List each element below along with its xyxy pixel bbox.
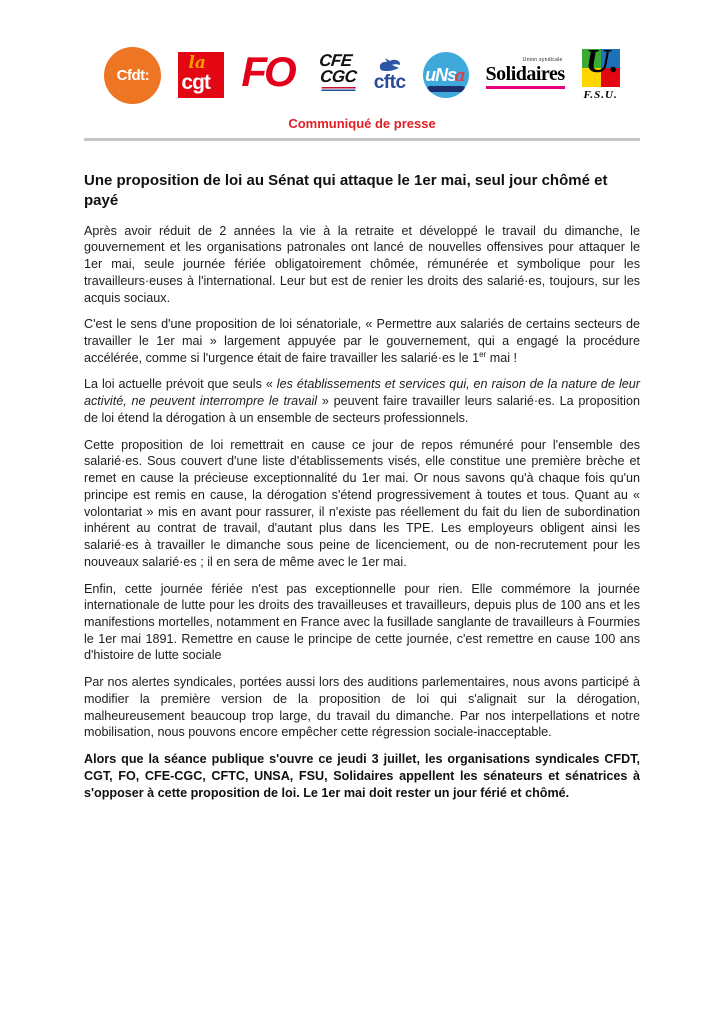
text-segment: Après avoir réduit de 2 années la vie à la retraite et développé le travail du dimanche, le gouvernement et les organisations patronales ont lancé de nouvelles offensives pour attaquer le 1er mai, seule journée fériée obligatoirement chômée, rémunérée et symbolique pour les travailleurs·euses à l'international. Leur but est de renier les droits des salarié·es, toujours, sur les acquis sociaux. <box>84 223 640 305</box>
cfe-cgc-logo-line1: CFE <box>318 50 353 70</box>
cgt-logo-script: la <box>188 53 206 73</box>
solidaires-logo-small-text: Union syndicale <box>522 57 563 64</box>
document-title: Une proposition de loi au Sénat qui attaque le 1er mai, seul jour chômé et payé <box>84 172 608 209</box>
paragraph <box>84 223 640 307</box>
press-release-label: Communiqué de presse <box>288 116 436 131</box>
text-segment: les établissements et services qui, en raison de la nature de leur activité, ne peuvent interrompre le travail <box>84 377 640 409</box>
paragraph <box>84 674 640 741</box>
cfe-cgc-tricolor-stripe <box>321 87 355 91</box>
text-segment: Par nos alertes syndicales, portées aussi lors des auditions parlementaires, nous avons participé à modifier la première version de la proposition de loi qui s'alignait sur la dérogation, malheureusement beaucoup trop large, du travail du dimanche. Par nos interpellations et notre mobilisation, nous pouvons encore empêcher cette régression sociale-inacceptable. <box>84 675 640 740</box>
fsu-logo-text: F.S.U. <box>583 89 618 101</box>
fo-logo-text: FO <box>241 48 294 95</box>
paragraph <box>84 376 640 426</box>
paragraph <box>84 316 640 366</box>
unsa-logo-text: uNs <box>425 64 457 85</box>
unsa-logo-band <box>427 86 465 92</box>
text-segment: Cette proposition de loi remettrait en cause ce jour de repos rémunéré pour l'ensemble des salarié·es. Sous couvert d'une liste d'établissements visés, elle constitue une première brèche et remet en cause la précieuse exceptionnalité du 1er mai. Or nous savons qu'à chaque fois qu'un principe est remis en cause, la dérogation s'étend progressivement à toutes et tous. Quant au « volontariat » mis en avant pour rassurer, il n'existe pas réellement du fait du lien de subordination inhérent au contrat de travail, d'autant plus dans les TPE. Les employeurs obligent ainsi les salarié·es à travailler le dimanche sous peine de licenciement, ou de non-recrutement pour les nouveaux salarié·es ; il en sera de même avec le 1er mai. <box>84 437 640 569</box>
text-segment: er <box>479 349 487 359</box>
solidaires-logo-text: Solidaires <box>485 63 565 86</box>
union-logos-row <box>0 0 724 106</box>
cgt-logo <box>178 52 224 98</box>
fsu-logo <box>582 43 620 101</box>
solidaires-logo <box>486 57 565 93</box>
fsu-color-tiles <box>582 43 620 87</box>
document-content <box>84 171 640 801</box>
text-segment: C'est le sens d'une proposition de loi sénatoriale, « Permettre aux salariés de certains secteurs de travailler le 1er mai » largement appuyée par le gouvernement, qui a engagé la procédure accélérée, comme si l'urgence était de faire travailler les salarié·es le 1 <box>84 317 640 365</box>
text-segment: Enfin, cette journée fériée n'est pas exceptionnelle pour rien. Elle commémore la journée internationale de lutte pour les droits des travailleuses et travailleurs, depuis plus de 100 ans et les manifestions mortelles, notamment en France avec la fusillade sanglante de travailleurs à Fourmies le 1er mai 1891. Remettre en cause le principe de cette journée, c'est remettre en cause 100 ans d'histoire de lutte sociale <box>84 581 640 663</box>
unsa-logo <box>423 52 469 98</box>
text-segment: » peuvent faire travailler leurs salarié·es. La proposition de loi étend la dérogation à un ensemble de secteurs professionnels. <box>84 394 640 425</box>
cfe-cgc-logo <box>308 50 359 97</box>
unsa-logo-accent: a <box>454 64 466 86</box>
fo-logo <box>241 48 294 99</box>
cfdt-logo-text: Cfdt: <box>116 66 150 84</box>
cftc-logo-text: cftc <box>373 72 406 93</box>
cfe-cgc-logo-line2: CGC <box>318 67 358 86</box>
paragraph <box>84 437 640 571</box>
cftc-logo <box>374 56 406 94</box>
text-segment: Alors que la séance publique s'ouvre ce jeudi 3 juillet, les organisations syndicales CFDT, CGT, FO, CFE-CGC, CFTC, UNSA, FSU, Solidaires appellent les sénateurs et sénatrices à s'opposer à cette proposition de loi. Le 1er mai doit rester un jour férié et chômé. <box>84 752 640 800</box>
solidaires-underline <box>486 86 565 89</box>
press-release-body <box>84 223 640 802</box>
cfdt-logo <box>104 47 161 104</box>
text-segment: mai ! <box>486 350 518 365</box>
paragraph <box>84 751 640 801</box>
text-segment: La loi actuelle prévoit que seuls « <box>84 377 277 392</box>
paragraph <box>84 581 640 665</box>
fsu-logo-letter: U. <box>585 43 619 80</box>
cgt-logo-text: cgt <box>181 71 210 94</box>
horizontal-divider <box>84 138 640 141</box>
